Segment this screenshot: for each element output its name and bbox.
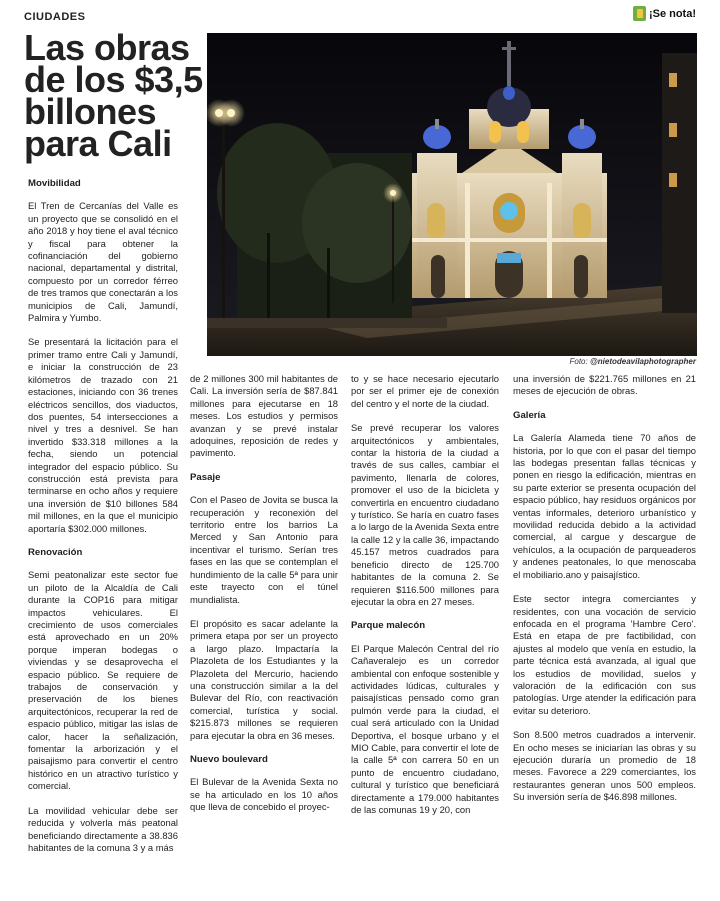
paragraph: El propósito es sacar adelante la primera etapa por ser un proyecto a largo plazo. Impactaría la Plazoleta de los Estudiantes y la Plazoleta del Mercurio, haciendo una construcción similar a la del Bulevar del Río, con reactivación comercial, turística y social. $215.873 millones se requieren para ejecutar la obra en 36 meses. xyxy=(190,617,338,741)
paragraph: Con el Paseo de Jovita se busca la recuperación y reconexión del territorio entre los barrios La Merced y San Antonio para incentivar el turismo. Serían tres fases en las que se contemplan el hundimiento de la calle 5ª para unir este trayecto con el túnel mundialista. xyxy=(190,494,338,605)
subheading-movilidad: Movibilidad xyxy=(28,178,81,189)
paragraph: Semi peatonalizar este sector fue un piloto de la Alcaldía de Cali durante la COP16 para mitigar impactos vehiculares. El crecimiento de usos comerciales está aprovechado en un 20% porque imperan bodegas o viviendas y se desaprovecha el espacio público. Se requiere de trabajos de conservación y preservación de los bienes arquitectónicos, recuperar la red de espacio público, mitigar las islas de calor, hacer la señalización, fomentar la arborización y el paisajismo para convertir el centro histórico en un atractivo turístico y comercial. xyxy=(28,569,178,792)
subheading-parque-malecon: Parque malecón xyxy=(351,620,426,632)
section-label: CIUDADES xyxy=(24,11,86,23)
paragraph: El Bulevar de la Avenida Sexta no se ha articulado en los 10 años que lleva de concebido el proyec- xyxy=(190,776,338,813)
paragraph: Se prevé recuperar los valores arquitectónicos y ambientales, contar la historia de la ciudad a través de sus calles, cambiar el pavimento, llenarla de colores, promover el uso de la bicicleta y convertirla en encuentro ciudadano y turístico. Se haría en cuatro fases a lo largo de la Avenida Sexta entre la calle 12 y la calle 36, impactando 45.157 metros cuadrados para beneficio directo de 125.700 habitantes de la comuna 2. Se requieren $116.500 millones para ejecutar la obra en 27 meses. xyxy=(351,422,500,607)
paragraph: La movilidad vehicular debe ser reducida y volverla más peatonal beneficiando directamente a 38.836 habitantes de la comuna 3 y a más xyxy=(28,804,178,853)
subheading-galeria: Galería xyxy=(513,409,546,421)
photo-credit xyxy=(570,357,697,366)
article-column-4 xyxy=(513,373,696,816)
article-column-2 xyxy=(190,373,338,826)
paragraph: El Parque Malecón Central del río Cañaveralejo es un corredor ambiental con enfoque sostenible y actividades lúdicas, culturales y paisajísticas pensado como gran pulmón verde para la ciudad, el cual será articulado con la Unidad Deportiva, el bosque urbano y el MIO Cable, para convertir el lote de la calle 5ª con carrera 50 en un punto de encuentro ciudadano, cultural y turístico que beneficiará directamente a 179.000 habitantes de las comunas 19 y 20, con xyxy=(351,642,499,815)
paragraph: to y se hace necesario ejecutarlo por ser el primer eje de conexión del centro y el norte de la ciudad. xyxy=(351,373,499,409)
brand-name: ¡Se nota! xyxy=(648,7,696,20)
paragraph: La Galería Alameda tiene 70 años de historia, por lo que con el pasar del tiempo las bodegas presentan fallas técnicas y ponen en riesgo la edificación, mientras en su parte exterior se presenta ocupación del espacio público, hay residuos orgánicos por ventas informales, deterioro urbanístico y movilidad reducida debido a la actividad comercial, al cargue y descargue de vehículos, a la ocupación de parqueaderos y andenes peatonales, lo que menoscaba el mobiliario.ano y paisajístico. xyxy=(513,432,696,580)
article-column-1 xyxy=(28,178,178,866)
paragraph: El Tren de Cercanías del Valle es un proyecto que se consolidó en el año 2018 y hoy tiene el aval técnico y fiscal para obtener la cofinanciación del gobierno nacional, departamental y distrital, compuesto por un corredor férreo de tres tramos que conectarán a los municipios de Cali, Jamundí, Palmira y Yumbo. xyxy=(28,200,178,324)
photo-credit-prefix: Foto: xyxy=(569,357,590,366)
brand-logo xyxy=(633,6,696,21)
subheading-nuevo-boulevard: Nuevo boulevard xyxy=(190,753,268,765)
paragraph: una inversión de $221.765 millones en 21 meses de ejecución de obras. xyxy=(513,373,696,397)
paragraph: Este sector integra comerciantes y residentes, con una vocación de servicio enfocada en el programa 'Hambre Cero'. Está en etapa de pre factibilidad, con ajustes al modelo que venía en estudio, la parte técnica está avanzada, al igual que los estudios de movilidad, suelos y valoración de la edificación con sus patologías. Urge atender la edificación para evitar su deterioro. xyxy=(513,593,696,716)
paragraph: Se presentará la licitación para el primer tramo entre Cali y Jamundí, e iniciar la construcción de 23 kilómetros de trazado con 21 estaciones, iniciando con 36 trenes eléctricos sencillos, dos viaductos, dos puentes, 54 intersecciones a nivel y tres a desnivel. Se han invertido $33.318 millones a la fecha, siendo un potencial integrador del espacio público. Su construcción está prevista para terminarse en ocho años y requiere una inversión de $10 billones 584 mil millones, en la que el municipio aportaría $302.000 millones. xyxy=(28,336,178,534)
church-illustration xyxy=(207,33,697,356)
paragraph: de 2 millones 300 mil habitantes de Cali. La inversión sería de $87.841 millones para ejecutarse en 18 meses. Los estudios y permisos avanzan y se prevé instalar adoquines, reposición de redes y pavimento. xyxy=(190,373,338,459)
church-night-photo xyxy=(207,33,697,356)
subheading-pasaje: Pasaje xyxy=(190,471,221,483)
paragraph: Son 8.500 metros cuadrados a intervenir. En ocho meses se iniciarían las obras y su ejecución duraría un promedio de 18 meses. Favorece a 229 comerciantes, los restaurantes generan unos 500 empleos. Su inversión sería de $46.898 millones. xyxy=(513,729,696,803)
page-title: Las obras de los $3,5 billones para Cali xyxy=(24,27,203,164)
subheading-renovacion: Renovación xyxy=(28,546,83,558)
article-column-3 xyxy=(351,373,499,828)
brand-icon xyxy=(633,6,646,21)
photo-credit-handle: @nietodeavilaphotographer xyxy=(589,357,696,366)
